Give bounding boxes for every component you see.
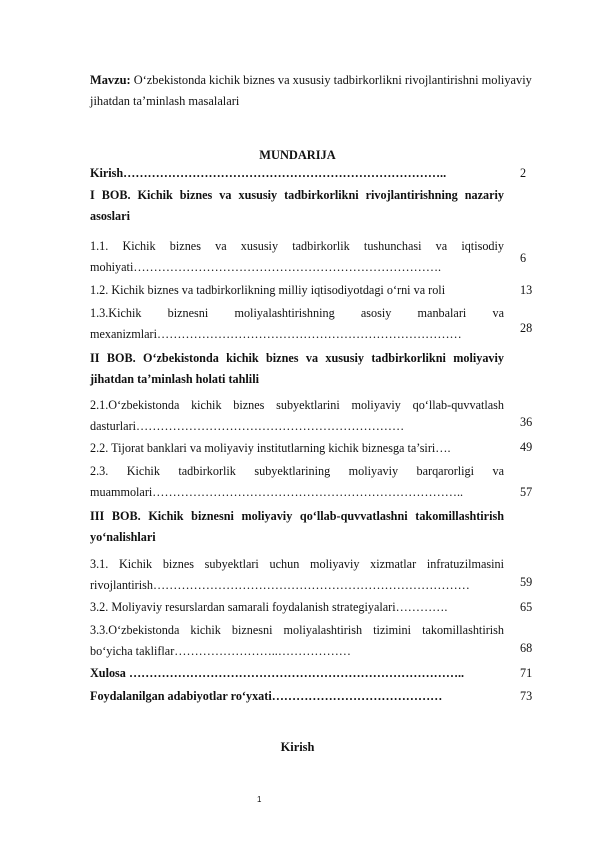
- toc-page-3-2: 65: [520, 600, 533, 614]
- toc-entry-3-3: 3.3.O‘zbekistonda kichik biznesni moliyalashtirish tizimini takomillashtirish bo‘yicha takliflar……………………..………………: [90, 623, 504, 658]
- toc-entry-chapter-1: I BOB. Kichik biznes va xususiy tadbirkorlikni rivojlantirishning nazariy asoslari: [90, 188, 504, 223]
- section-heading: Kirish: [280, 740, 315, 754]
- toc-page-3-3: 68: [520, 641, 533, 655]
- toc-page-3-1: 59: [520, 575, 533, 589]
- toc-entry-conclusion: Xulosa ………………………………………………………………………..: [90, 666, 465, 680]
- toc-page-conclusion: 71: [520, 666, 533, 680]
- topic-text: O‘zbekistonda kichik biznes va xususiy tadbirkorlikni rivojlantirishni moliyaviy jihatdan ta’minlash masalalari: [90, 73, 532, 108]
- toc-page-1-1: 6: [520, 251, 527, 265]
- toc-title: MUNDARIJA: [259, 148, 336, 162]
- topic-paragraph: [90, 70, 550, 112]
- toc-page-introduction: 2: [520, 166, 527, 180]
- toc-page-2-1: 36: [520, 415, 533, 429]
- toc-page-2-2: 49: [520, 440, 533, 454]
- toc-entry-introduction: Kirish……………………………………………………………………..: [90, 166, 447, 180]
- toc-entry-2-2: 2.2. Tijorat banklari va moliyaviy institutlarning kichik biznesga ta’siri….: [90, 441, 451, 455]
- toc-entry-1-2: 1.2. Kichik biznes va tadbirkorlikning milliy iqtisodiyotdagi o‘rni va roli: [90, 283, 446, 297]
- toc-entry-3-2: 3.2. Moliyaviy resurslardan samarali foydalanish strategiyalari………….: [90, 600, 448, 614]
- toc-page-1-3: 28: [520, 321, 533, 335]
- toc-entry-chapter-3: III BOB. Kichik biznesni moliyaviy qo‘llab-quvvatlashni takomillashtirish yo‘nalishlari: [90, 509, 504, 544]
- toc-entry-chapter-2: II BOB. O‘zbekistonda kichik biznes va xususiy tadbirkorlikni moliyaviy jihatdan ta’minlash holati tahlili: [90, 351, 504, 386]
- toc-page-1-2: 13: [520, 283, 533, 297]
- toc-entry-3-1: 3.1. Kichik biznes subyektlari uchun moliyaviy xizmatlar infratuzilmasini rivojlantirish……………………………………………………………………: [90, 557, 504, 592]
- toc-entry-1-3: 1.3.Kichik biznesni moliyalashtirishning asosiy manbalari va mexanizmlari…………………………………………………………………: [90, 306, 504, 341]
- toc-page-2-3: 57: [520, 485, 533, 499]
- topic-label: Mavzu:: [90, 73, 131, 87]
- toc-page-references: 73: [520, 689, 533, 703]
- toc-entry-2-1: 2.1.O‘zbekistonda kichik biznes subyektlarini moliyaviy qo‘llab-quvvatlash dasturlari…………………………………………………………: [90, 398, 504, 433]
- toc-entry-references: Foydalanilgan adabiyotlar ro‘yxati……………………………………: [90, 689, 443, 703]
- toc-entry-2-3: 2.3. Kichik tadbirkorlik subyektlarining moliyaviy barqarorligi va muammolari…………………………………………………………………..: [90, 464, 504, 499]
- page-number: 1: [257, 795, 262, 804]
- toc-entry-1-1: 1.1. Kichik biznes va xususiy tadbirkorlik tushunchasi va iqtisodiy mohiyati………………………………………………………………….: [90, 239, 504, 274]
